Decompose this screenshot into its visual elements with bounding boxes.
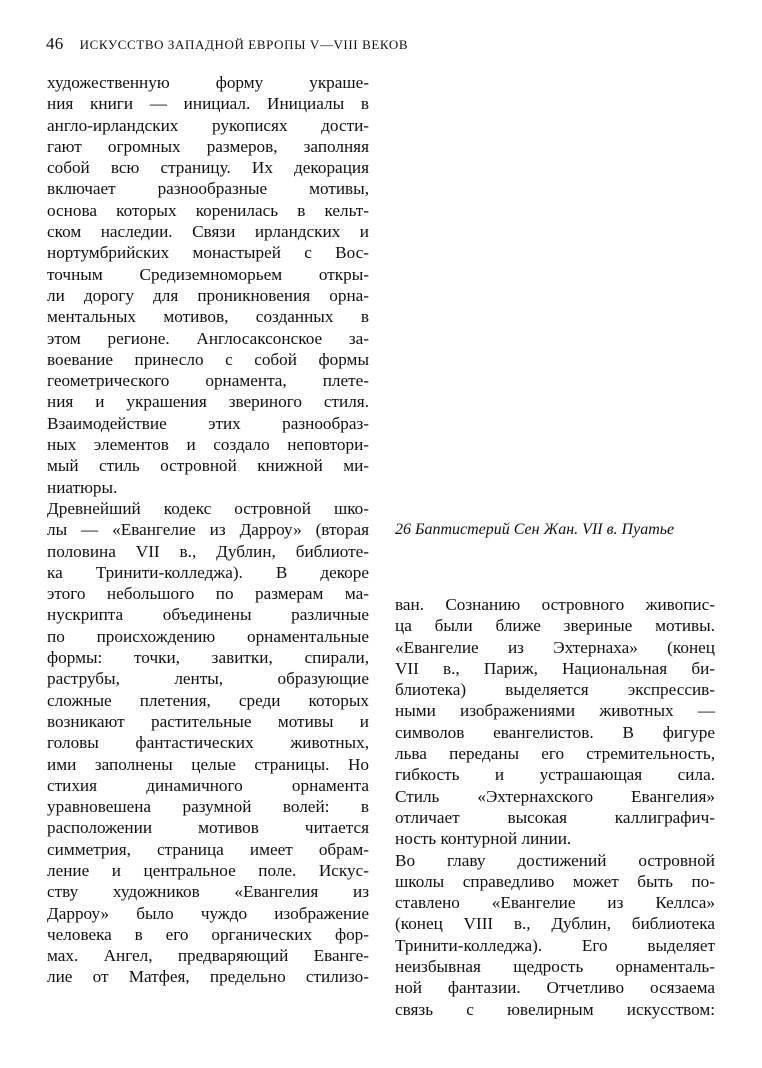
- text-line: Стиль «Эхтернахского Евангелия»: [395, 786, 715, 806]
- text-line: геометрического орнамента, плете-: [47, 371, 369, 391]
- text-line: ству художников «Евангелия из: [47, 882, 369, 902]
- text-line: льва переданы его стремительность,: [395, 744, 715, 764]
- text-line: школы справедливо может быть по-: [395, 871, 715, 891]
- text-line: ной фантазии. Отчетливо осязаема: [395, 978, 715, 998]
- text-line: символов евангелистов. В фигуре: [395, 722, 715, 742]
- text-line: симметрия, страница имеет обрам-: [47, 839, 369, 859]
- text-line: «Евангелие из Эхтернаха» (конец: [395, 637, 715, 657]
- text-line: ца были ближе звериные мотивы.: [395, 616, 715, 636]
- text-line: точным Средиземноморьем откры-: [47, 264, 369, 284]
- text-line: Дарроу» было чуждо изображение: [47, 903, 369, 923]
- text-line: нортумбрийских монастырей с Вос-: [47, 243, 369, 263]
- text-line: половина VII в., Дублин, библиоте-: [47, 541, 369, 561]
- text-line: собой всю страницу. Их декорация: [47, 158, 369, 178]
- text-line: ния книги — инициал. Инициалы в: [47, 94, 369, 114]
- text-line: воевание принесло с собой формы: [47, 349, 369, 369]
- text-line: включает разнообразные мотивы,: [47, 179, 369, 199]
- text-line: нускрипта объединены различные: [47, 605, 369, 625]
- left-text-column: [47, 72, 369, 988]
- text-line: сложные плетения, среди которых: [47, 690, 369, 710]
- text-line: ными изображениями животных —: [395, 701, 715, 721]
- text-line: лы — «Евангелие из Дарроу» (вторая: [47, 520, 369, 540]
- text-line: головы фантастических животных,: [47, 733, 369, 753]
- text-line: ление и центральное поле. Искус-: [47, 860, 369, 880]
- text-line: (конец VIII в., Дублин, библиотека: [395, 914, 715, 934]
- text-line: ность контурной линии.: [395, 829, 572, 849]
- text-line: расположении мотивов читается: [47, 818, 369, 838]
- right-text-column: [395, 594, 715, 1020]
- text-line: ния и украшения звериного стиля.: [47, 392, 369, 412]
- text-line: гают огромных размеров, заполняя: [47, 136, 369, 156]
- text-line: основа которых коренилась в кельт-: [47, 200, 369, 220]
- text-line: этом регионе. Англосаксонское за-: [47, 328, 369, 348]
- text-line: неизбывная щедрость орнаменталь-: [395, 957, 715, 977]
- text-line: раструбы, ленты, образующие: [47, 669, 369, 689]
- text-line: уравновешена разумной волей: в: [47, 797, 369, 817]
- text-line: связь с ювелирным искусством:: [395, 999, 715, 1019]
- text-line: ском наследии. Связи ирландских и: [47, 222, 369, 242]
- text-line: гибкость и устрашающая сила.: [395, 765, 715, 785]
- page-number: 46: [46, 34, 64, 53]
- text-line: ных элементов и создало неповтори-: [47, 435, 369, 455]
- text-line: ван. Сознанию островного живопис-: [395, 595, 715, 614]
- text-line: ментальных мотивов, созданных в: [47, 307, 369, 327]
- text-line: мах. Ангел, предваряющий Еванге-: [47, 946, 369, 966]
- text-line: ли дорогу для проникновения орна-: [47, 285, 369, 305]
- text-line: англо-ирландских рукописях дости-: [47, 115, 369, 135]
- text-line: возникают растительные мотивы и: [47, 711, 369, 731]
- text-line: формы: точки, завитки, спирали,: [47, 648, 369, 668]
- text-line: ими заполнены целые страницы. Но: [47, 754, 369, 774]
- text-line: Тринити-колледжа). Его выделяет: [395, 935, 715, 955]
- text-line: ниатюры.: [47, 477, 118, 497]
- text-line: человека в его органических фор-: [47, 924, 369, 944]
- running-title: ИСКУССТВО ЗАПАДНОЙ ЕВРОПЫ V—VIII ВЕКОВ: [79, 37, 409, 52]
- page-header: [46, 34, 408, 54]
- text-line: ка Тринити-колледжа). В декоре: [47, 562, 369, 582]
- text-line: Древнейший кодекс островной шко-: [47, 498, 369, 518]
- text-line: стихия динамичного орнамента: [47, 775, 369, 795]
- text-line: этого небольшого по размерам ма-: [47, 584, 369, 604]
- text-line: блиотека) выделяется экспрессив-: [395, 680, 715, 700]
- text-line: отличает высокая каллиграфич-: [395, 807, 715, 827]
- text-line: по происхождению орнаментальные: [47, 626, 369, 646]
- text-line: ставлено «Евангелие из Келлса»: [395, 893, 715, 913]
- figure-caption: 26 Баптистерий Сен Жан. VII в. Пуатье: [395, 521, 675, 538]
- text-line: художественную форму украше-: [47, 73, 369, 92]
- text-line: мый стиль островной книжной ми-: [47, 456, 369, 476]
- text-line: VII в., Париж, Национальная би-: [395, 658, 715, 678]
- text-line: лие от Матфея, предельно стилизо-: [47, 967, 369, 987]
- text-line: Во главу достижений островной: [395, 850, 715, 870]
- text-line: Взаимодействие этих разнообраз-: [47, 413, 369, 433]
